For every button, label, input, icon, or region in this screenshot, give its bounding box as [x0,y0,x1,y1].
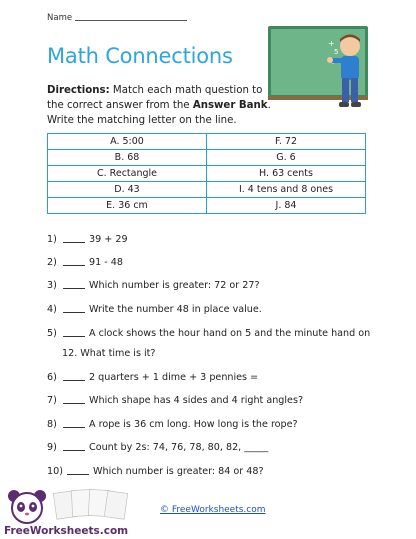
answer-cell: D. 43 [48,182,207,198]
answer-blank[interactable] [63,336,85,337]
answer-cell: G. 6 [207,150,366,166]
answer-bank-table [47,133,366,214]
question-item [47,395,303,406]
answer-cell: H. 63 cents [207,166,366,182]
answer-blank[interactable] [63,380,85,381]
answer-blank[interactable] [63,265,85,266]
answer-cell: F. 72 [207,134,366,150]
question-text: Count by 2s: 74, 76, 78, 80, 82, _____ [89,442,269,453]
answer-cell: C. Rectangle [48,166,207,182]
directions-text [47,83,279,128]
directions-part1: Match each math question to the correct answer from the [47,85,263,111]
question-item [47,328,371,359]
question-number: 9) [47,442,57,453]
question-text: A rope is 36 cm long. How long is the rope? [89,419,298,430]
answer-blank[interactable] [67,474,89,475]
question-number: 7) [47,395,57,406]
question-text: Which number is greater: 84 or 48? [93,466,264,477]
question-text: A clock shows the hour hand on 5 and the minute hand on [89,328,371,339]
question-text: Which shape has 4 sides and 4 right angles? [89,395,304,406]
page-title: Math Connections [47,44,233,68]
question-text-continued: 12. What time is it? [62,348,156,359]
question-text: 91 - 48 [89,257,123,268]
name-label: Name [47,13,73,23]
question-number: 3) [47,280,57,291]
answer-cell: J. 84 [207,198,366,214]
question-text: Which number is greater: 72 or 27? [89,280,260,291]
question-text: 39 + 29 [89,234,128,245]
table-row [48,166,366,182]
table-row [48,198,366,214]
directions-lead: Directions: [47,85,110,96]
answer-blank[interactable] [63,403,85,404]
question-item [47,372,258,383]
question-item [47,419,298,430]
question-item [47,466,264,477]
question-text: 2 quarters + 1 dime + 3 pennies = [89,372,259,383]
question-item [47,257,123,268]
footer-link[interactable]: © FreeWorksheets.com [160,505,266,515]
answer-cell: I. 4 tens and 8 ones [207,182,366,198]
question-number: 1) [47,234,57,245]
question-item [47,280,260,291]
answer-cell: B. 68 [48,150,207,166]
question-number: 2) [47,257,57,268]
question-number: 6) [47,372,57,383]
answer-blank[interactable] [63,450,85,451]
question-number: 5) [47,328,57,339]
table-row [48,134,366,150]
answer-cell: E. 36 cm [48,198,207,214]
svg-text:5: 5 [334,48,339,56]
answer-cell: A. 5:00 [48,134,207,150]
question-number: 10) [47,466,63,477]
table-row [48,150,366,166]
teacher-illustration [268,22,373,117]
svg-text:+: + [328,39,335,48]
question-number: 4) [47,304,57,315]
freeworksheets-logo [0,486,150,539]
answer-blank[interactable] [63,242,85,243]
question-text: Write the number 48 in place value. [89,304,262,315]
name-field [47,13,187,23]
answer-blank[interactable] [63,312,85,313]
answer-blank[interactable] [63,427,85,428]
table-row [48,182,366,198]
question-item [47,234,128,245]
name-line[interactable] [75,20,187,21]
directions-part2: . Write the matching letter on the line. [47,100,271,126]
answer-bank-label: Answer Bank [192,100,268,111]
question-number: 8) [47,419,57,430]
question-item [47,304,262,315]
logo-text: FreeWorksheets.com [4,525,129,537]
answer-blank[interactable] [63,288,85,289]
question-item [47,442,268,453]
